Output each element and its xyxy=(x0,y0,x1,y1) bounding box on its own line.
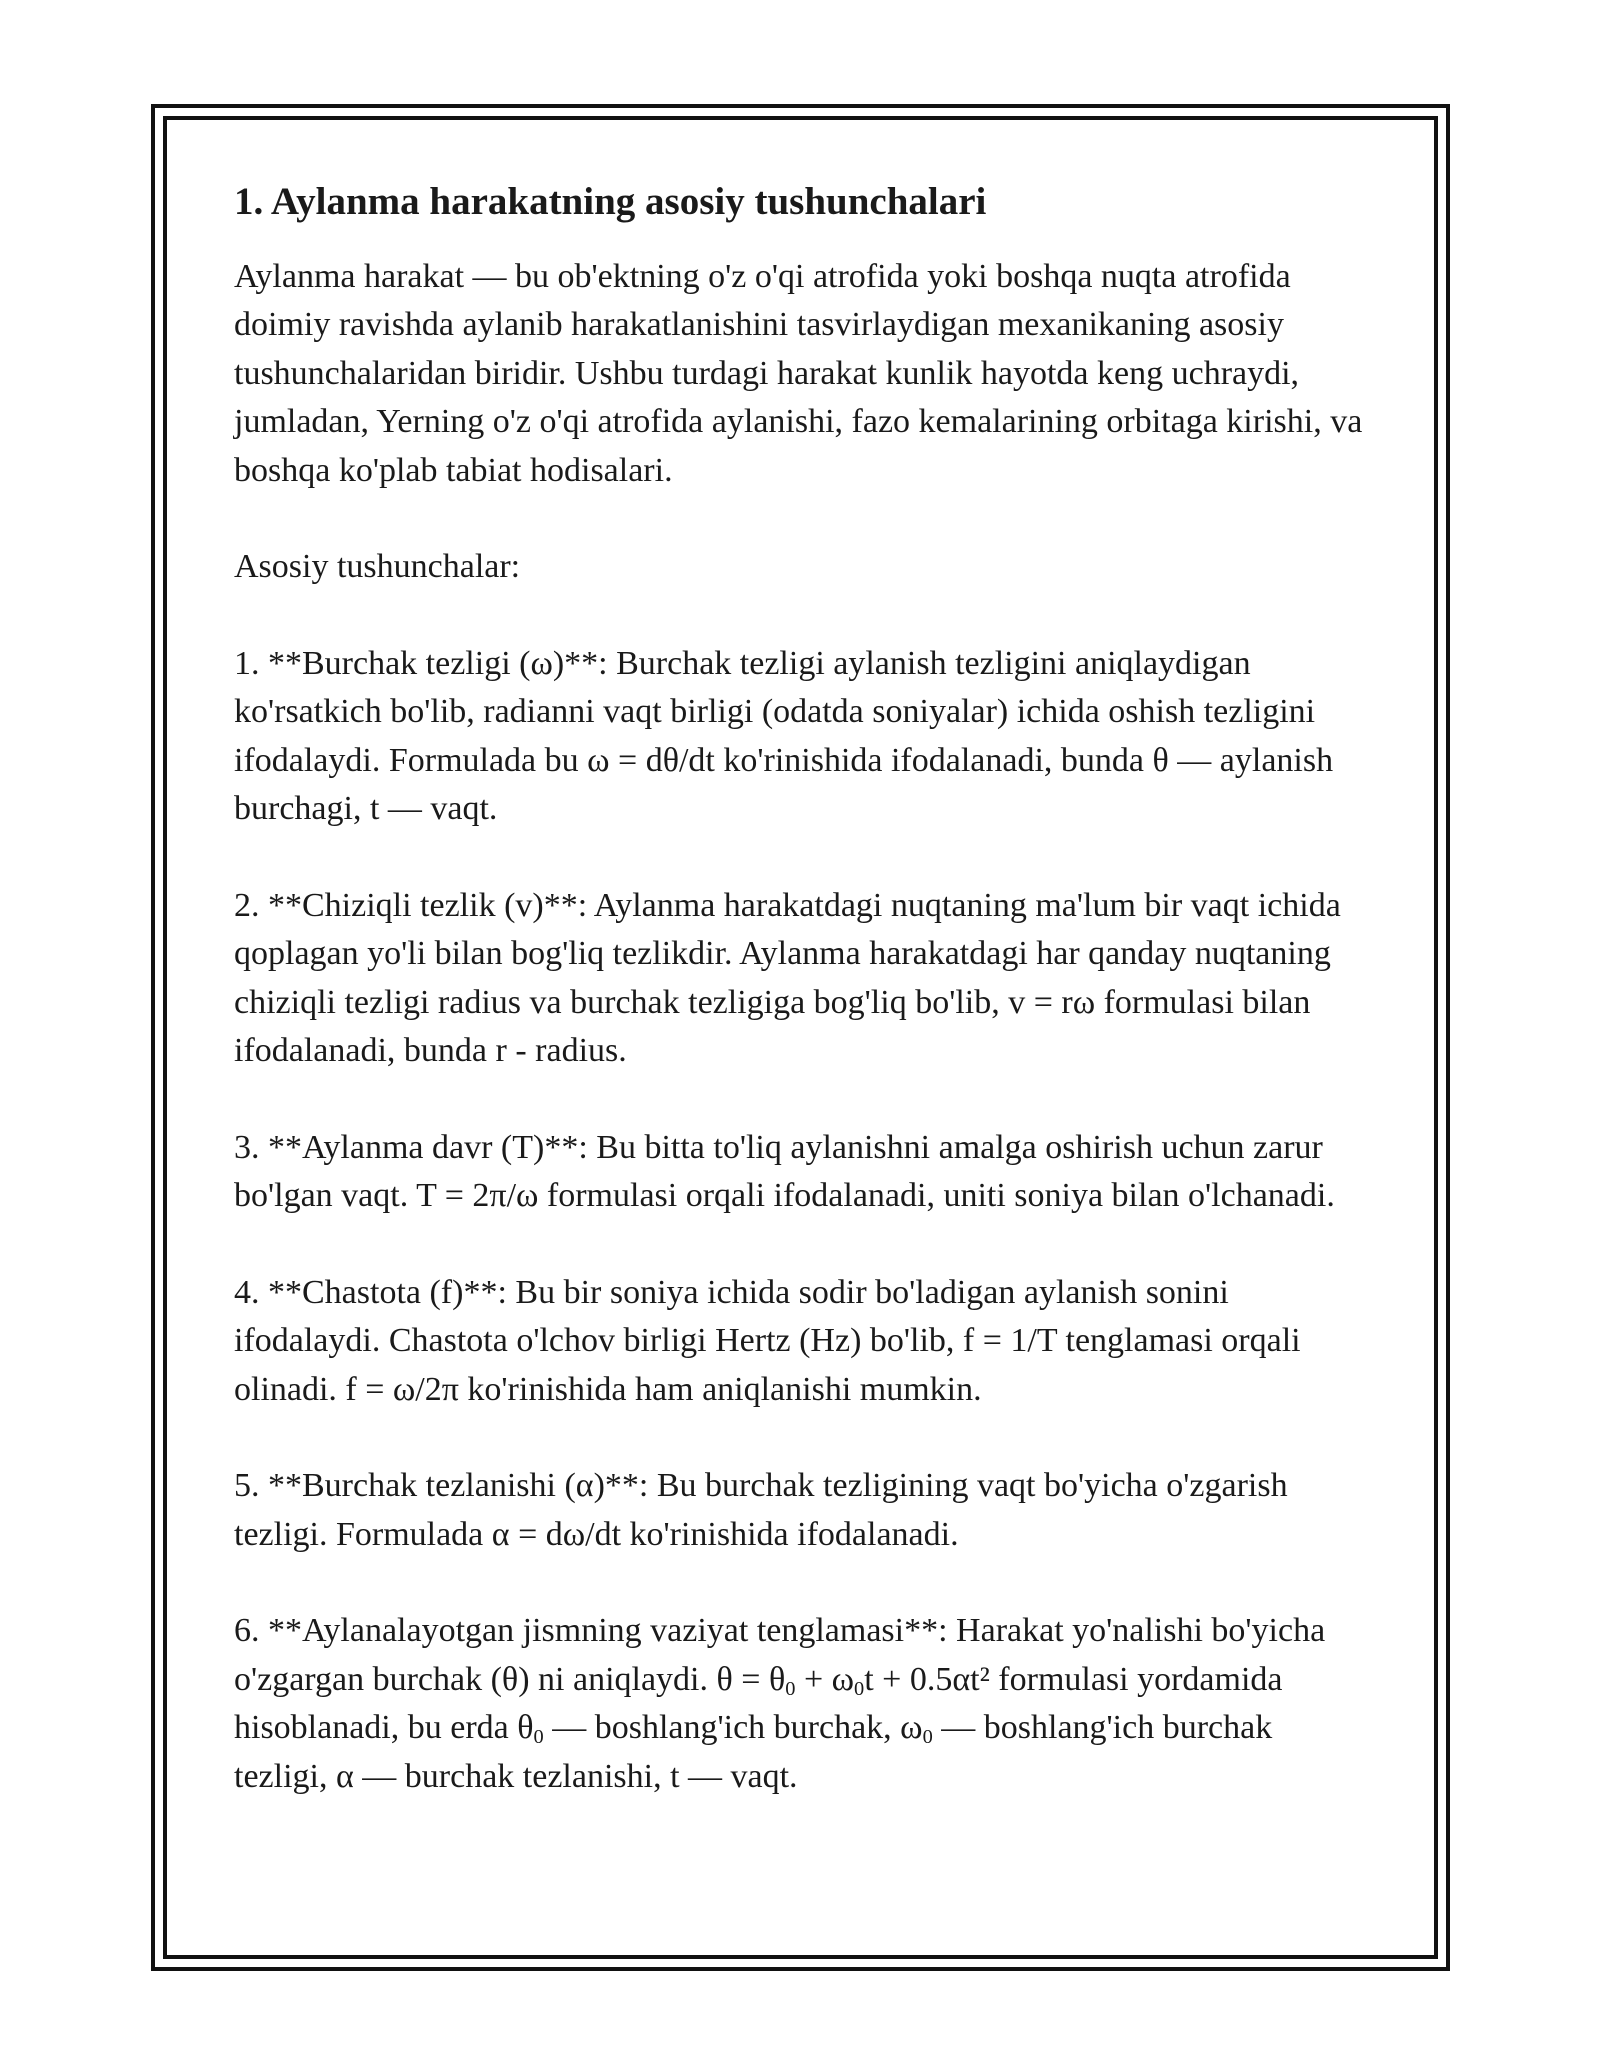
intro-paragraph: Aylanma harakat — bu ob'ektning o'z o'qi atrofida yoki boshqa nuqta atrofida doimiy ravishda aylanib harakatlanishini tasvirlaydigan mexanikaning asosiy tushunchalaridan biridir. Ushbu turdagi harakat kunlik hayotda keng uchraydi, jumladan, Yerning o'z o'qi atrofida aylanishi, fazo kemalarining orbitaga kirishi, va boshqa ko'plab tabiat hodisalari. xyxy=(234,257,1363,489)
concept-item-4: 4. **Chastota (f)**: Bu bir soniya ichida sodir bo'ladigan aylanish sonini ifodalaydi. Chastota o'lchov birligi Hertz (Hz) bo'lib, f = 1/T tenglamasi orqali olinadi. f = ω/2π ko'rinishida ham aniqlanishi mumkin. xyxy=(234,1273,1301,1408)
item6-text-1: 6. **Aylanalayotgan jismning vaziyat tenglamasi**: Harakat yo'nalishi bo'yicha o'zgargan burchak (θ) ni aniqlaydi. θ = θ xyxy=(234,1612,1326,1698)
document-body xyxy=(234,178,1364,1849)
item6-subscript-2: 0 xyxy=(854,1677,865,1700)
item6-text-4: — boshlang'ich burchak, ω xyxy=(543,1709,923,1747)
item6-text-5: — boshlang'ich burchak tezligi, α — burchak tezlanishi, t — vaqt. xyxy=(234,1709,1273,1795)
concepts-heading: Asosiy tushunchalar: xyxy=(234,548,521,586)
item6-text-3: t + 0.5αt² formulasi yordamida hisoblanadi, bu erda θ xyxy=(234,1660,1283,1747)
item6-text-2: + ω xyxy=(795,1660,855,1698)
concept-item-6 xyxy=(234,1607,1364,1801)
item6-subscript-4: 0 xyxy=(922,1726,933,1749)
item6-subscript-3: 0 xyxy=(533,1726,544,1749)
concept-item-1: 1. **Burchak tezligi (ω)**: Burchak tezligi aylanish tezligini aniqlaydigan ko'rsatkich bo'lib, radianni vaqt birligi (odatda soniyalar) ichida oshish tezligini ifodalaydi. Formulada bu ω = dθ/dt ko'rinishida ifodalanadi, bunda θ — aylanish burchagi, t — vaqt. xyxy=(234,644,1334,828)
concept-item-3: 3. **Aylanma davr (T)**: Bu bitta to'liq aylanishni amalga oshirish uchun zarur bo'lgan vaqt. T = 2π/ω formulasi orqali ifodalanadi, uniti soniya bilan o'lchanadi. xyxy=(234,1128,1335,1215)
page-border xyxy=(151,104,1450,1971)
concept-item-2: 2. **Chiziqli tezlik (v)**: Aylanma harakatdagi nuqtaning ma'lum bir vaqt ichida qoplagan yo'li bilan bog'liq tezlikdir. Aylanma harakatdagi har qanday nuqtaning chiziqli tezligi radius va burchak tezligiga bog'liq bo'lib, v = rω formulasi bilan ifodalanadi, bunda r - radius. xyxy=(234,886,1341,1070)
page-title: 1. Aylanma harakatning asosiy tushunchalari xyxy=(234,180,987,223)
concept-item-5: 5. **Burchak tezlanishi (α)**: Bu burchak tezligining vaqt bo'yicha o'zgarish tezligi. Formulada α = dω/dt ko'rinishida ifodalanadi. xyxy=(234,1467,1288,1553)
item6-subscript-1: 0 xyxy=(785,1677,796,1700)
